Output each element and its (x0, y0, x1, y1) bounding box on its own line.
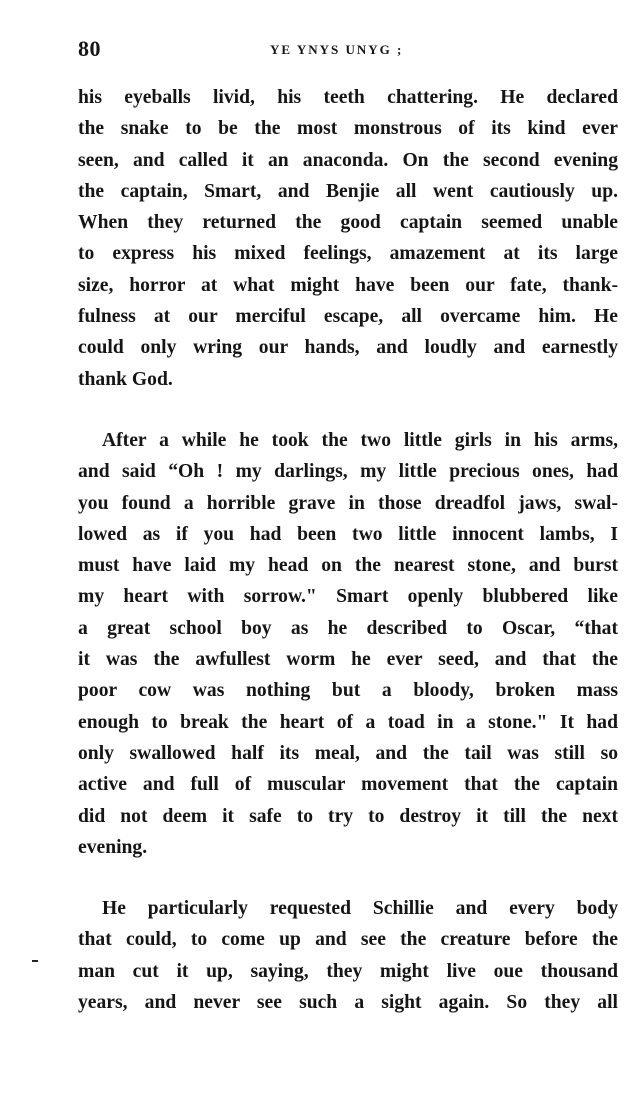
text-line: to express his mixed feelings, amazement at its large (78, 243, 618, 265)
text-line: did not deem it safe to try to destroy it till the next (78, 805, 618, 827)
margin-mark (32, 960, 38, 962)
text-line: lowed as if you had been two little innocent lambs, I (78, 523, 618, 545)
text-line: and said “Oh ! my darlings, my little precious ones, had (78, 461, 618, 483)
text-line: active and full of muscular movement that the captain (78, 774, 618, 796)
text-line: He particularly requested Schillie and every body (102, 898, 618, 920)
text-line: you found a horrible grave in those dreadfol jaws, swal- (78, 492, 618, 514)
text-line: poor cow was nothing but a bloody, broken mass (78, 680, 618, 702)
text-line: size, horror at what might have been our fate, thank- (78, 274, 618, 296)
text-line: my heart with sorrow." Smart openly blubbered like (78, 586, 618, 608)
text-line: his eyeballs livid, his teeth chattering. He declared (78, 87, 618, 108)
paragraph-3 (78, 893, 618, 1018)
text-line: that could, to come up and see the creature before the (78, 929, 618, 951)
text-line: enough to break the heart of a toad in a stone." It had (78, 711, 618, 733)
running-title: YE YNYS UNYG ; (270, 42, 404, 57)
text-line: man cut it up, saying, they might live oue thousand (78, 960, 618, 982)
text-line: evening. (78, 836, 148, 858)
text-line: When they returned the good captain seemed unable (78, 212, 618, 234)
text-line: seen, and called it an anaconda. On the second evening (78, 149, 618, 171)
text-line: After a while he took the two little girls in his arms, (102, 429, 618, 451)
text-line: years, and never see such a sight again. So they all (78, 992, 618, 1014)
text-line: it was the awfullest worm he ever seed, and that the (78, 649, 618, 671)
page-number: 80 (78, 36, 101, 61)
body-text (78, 82, 618, 1048)
page-header (78, 36, 618, 66)
text-line: the snake to be the most monstrous of its kind ever (78, 118, 618, 140)
text-line: the captain, Smart, and Benjie all went cautiously up. (78, 180, 618, 202)
text-line: must have laid my head on the nearest stone, and burst (78, 555, 618, 577)
paragraph-1 (78, 82, 618, 395)
text-line: thank God. (78, 368, 173, 390)
text-line: fulness at our merciful escape, all overcame him. He (78, 306, 618, 328)
text-line: only swallowed half its meal, and the tail was still so (78, 742, 618, 764)
text-line: could only wring our hands, and loudly and earnestly (78, 337, 618, 359)
text-line: a great school boy as he described to Oscar, “that (78, 617, 618, 639)
paragraph-2 (78, 425, 618, 863)
